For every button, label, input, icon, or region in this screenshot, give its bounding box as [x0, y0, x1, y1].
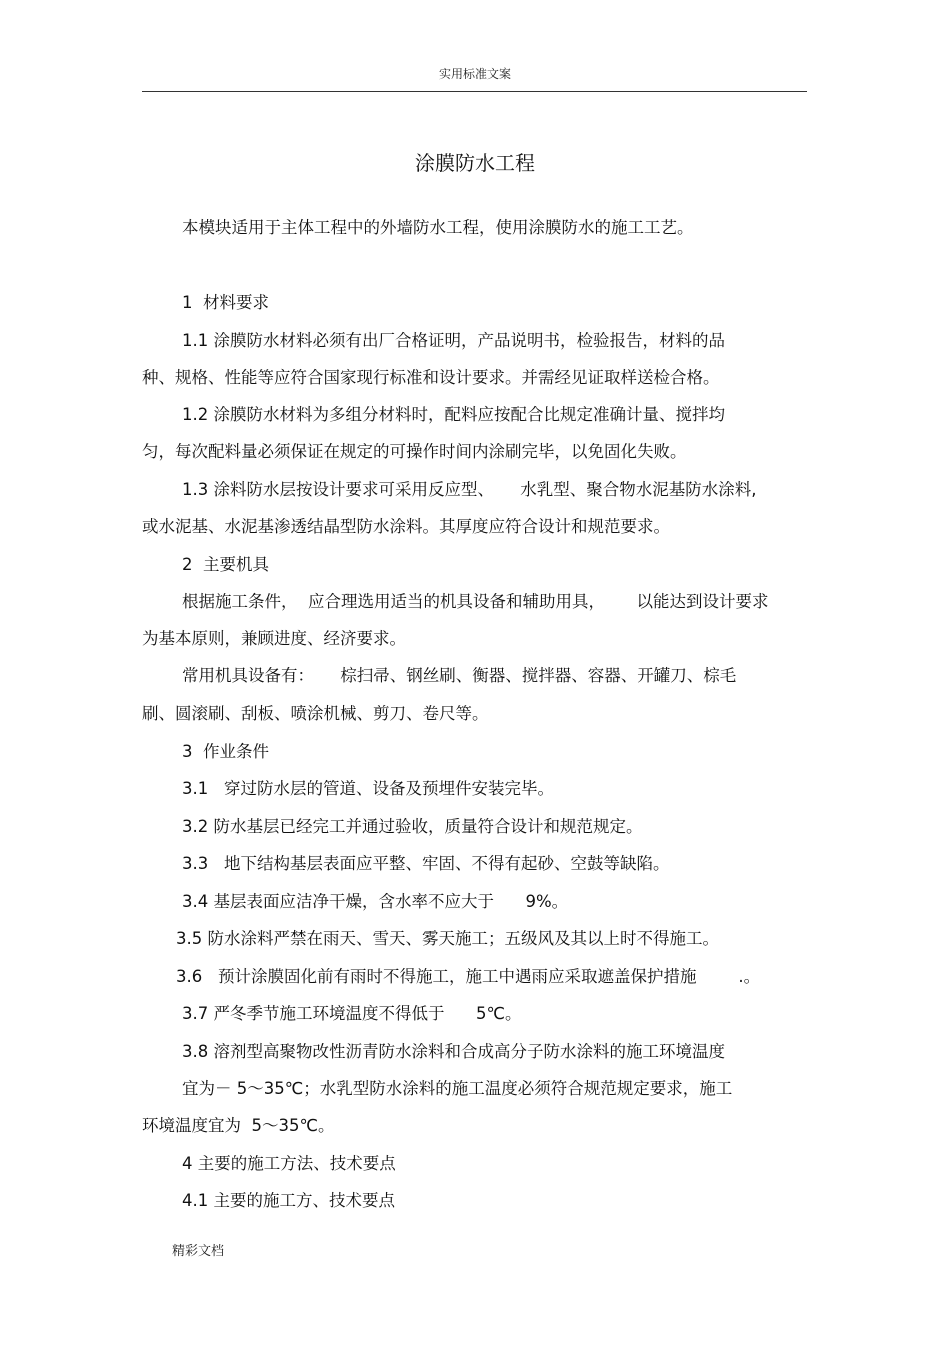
- page-header: 实用标准文案: [438, 67, 511, 81]
- paragraph-line: 种、规格、性能等应符合国家现行标准和设计要求。并需经见证取样送检合格。: [142, 368, 720, 387]
- section-heading: 4 主要的施工方法、技术要点: [182, 1154, 396, 1173]
- paragraph-line: 3.6 预计涂膜固化前有雨时不得施工，施工中遇雨应采取遮盖保护措施 .。: [176, 967, 761, 986]
- paragraph-line: 3.4 基层表面应洁净干燥，含水率不应大于 9%。: [182, 892, 569, 911]
- paragraph-line: 刷、圆滚刷、刮板、喷涂机械、剪刀、卷尺等。: [142, 704, 489, 723]
- paragraph-line: 4.1 主要的施工方、技术要点: [182, 1191, 395, 1210]
- paragraph-line: 为基本原则，兼顾进度、经济要求。: [142, 629, 406, 648]
- paragraph-line: 常用机具设备有： 棕扫帚、钢丝刷、衡器、搅拌器、容器、开罐刀、棕毛: [182, 666, 737, 685]
- section-heading: 2 主要机具: [182, 555, 269, 574]
- paragraph-line: 环境温度宜为 5～35℃。: [142, 1116, 335, 1135]
- header-divider: [142, 91, 807, 92]
- paragraph-line: 1.1 涂膜防水材料必须有出厂合格证明，产品说明书，检验报告，材料的品: [182, 331, 725, 350]
- paragraph-line: 3.5 防水涂料严禁在雨天、雪天、雾天施工；五级风及其以上时不得施工。: [176, 929, 719, 948]
- paragraph-line: 3.7 严冬季节施工环境温度不得低于 5℃。: [182, 1004, 522, 1023]
- document-title: 涂膜防水工程: [415, 151, 535, 175]
- paragraph-line: 根据施工条件， 应合理选用适当的机具设备和辅助用具， 以能达到设计要求: [182, 592, 769, 611]
- paragraph-line: 匀，每次配料量必须保证在规定的可操作时间内涂刷完毕，以免固化失败。: [142, 442, 687, 461]
- paragraph-line: 3.1 穿过防水层的管道、设备及预埋件安装完毕。: [182, 779, 554, 798]
- paragraph-line: 3.8 溶剂型高聚物改性沥青防水涂料和合成高分子防水涂料的施工环境温度: [182, 1042, 725, 1061]
- paragraph-line: 宜为－ 5～35℃；水乳型防水涂料的施工温度必须符合规范规定要求，施工: [182, 1079, 733, 1098]
- page-footer: 精彩文档: [172, 1244, 225, 1259]
- paragraph-line: 1.3 涂料防水层按设计要求可采用反应型、 水乳型、聚合物水泥基防水涂料,: [182, 480, 757, 499]
- section-heading: 3 作业条件: [182, 742, 269, 761]
- paragraph-line: 3.2 防水基层已经完工并通过验收，质量符合设计和规范规定。: [182, 817, 643, 836]
- paragraph-line: 3.3 地下结构基层表面应平整、牢固、不得有起砂、空鼓等缺陷。: [182, 854, 670, 873]
- intro-paragraph: 本模块适用于主体工程中的外墙防水工程，使用涂膜防水的施工工艺。: [182, 218, 694, 237]
- section-heading: 1 材料要求: [182, 293, 269, 312]
- paragraph-line: 或水泥基、水泥基渗透结晶型防水涂料。其厚度应符合设计和规范要求。: [142, 517, 670, 536]
- paragraph-line: 1.2 涂膜防水材料为多组分材料时，配料应按配合比规定准确计量、搅拌均: [182, 405, 725, 424]
